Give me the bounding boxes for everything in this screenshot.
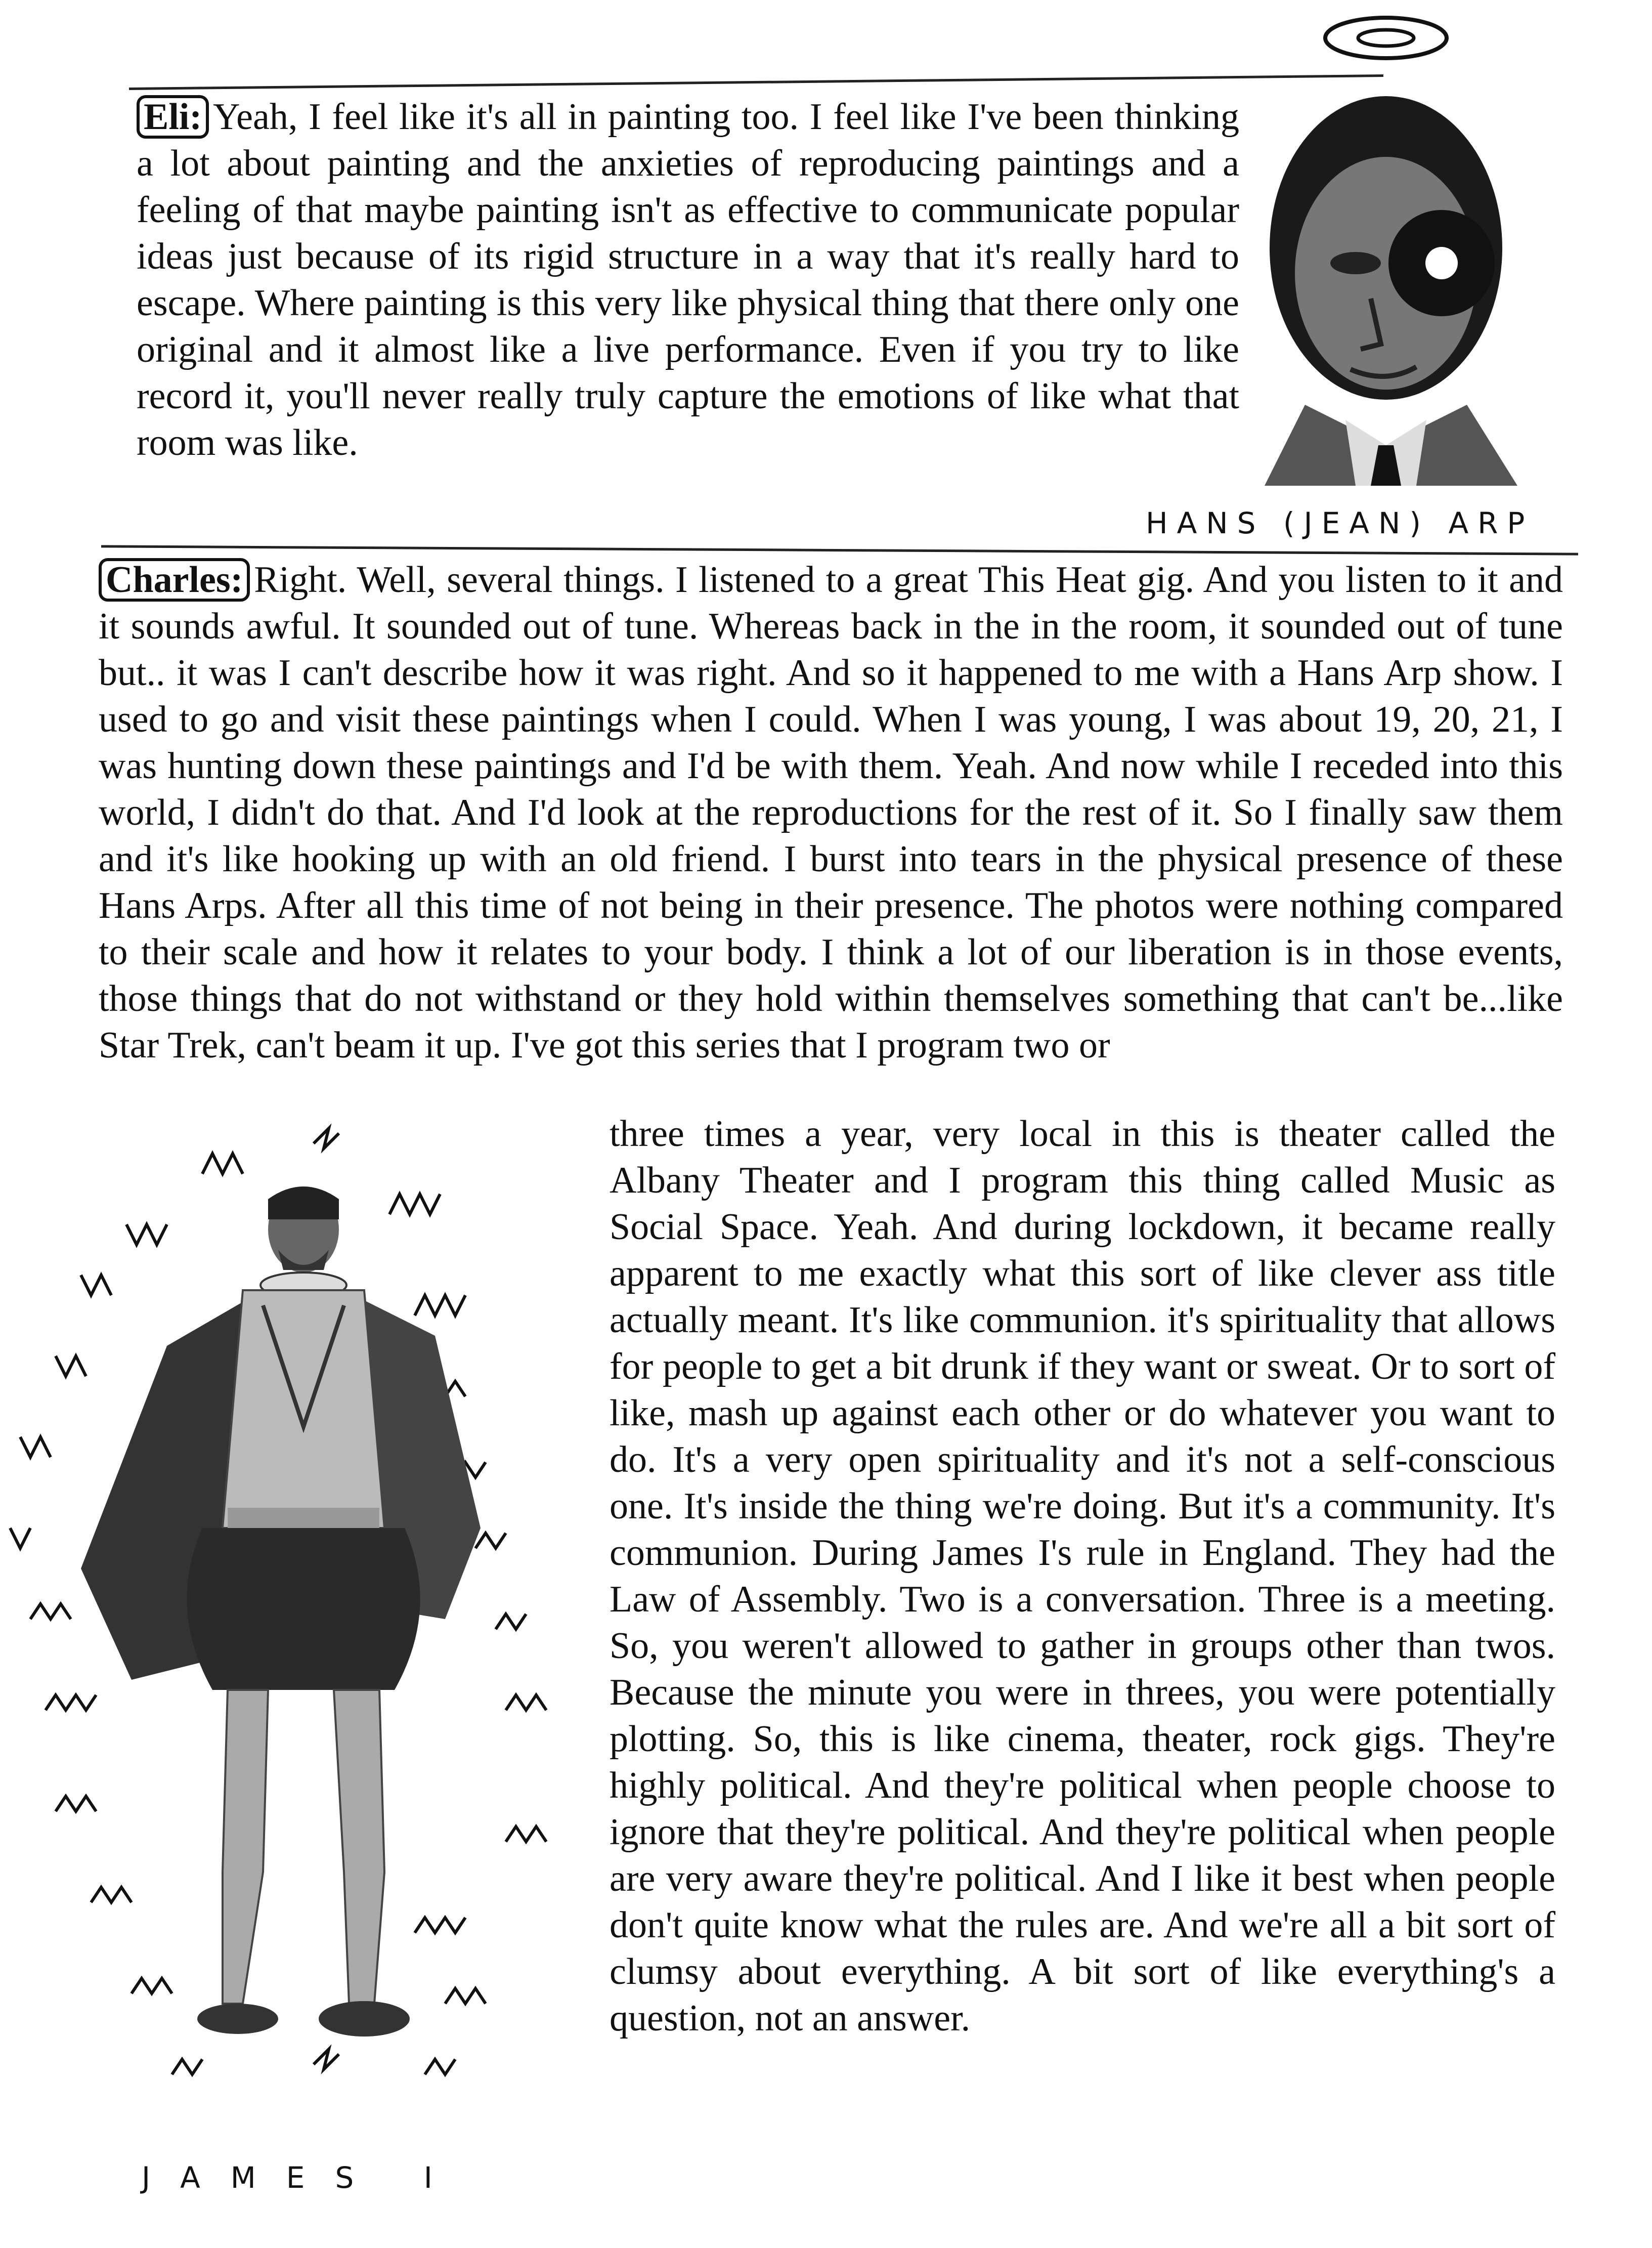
- charles-block-top: [99, 557, 1563, 1069]
- eli-speaker-label: Eli:: [137, 95, 209, 139]
- eli-paragraph: [137, 94, 1239, 466]
- top-separator: [129, 74, 1383, 90]
- charles-text-top: Right. Well, several things. I listened to a great This Heat gig. And you listen to it and it sounds awful. It sounded out of tune. Whereas back in the in the room, it sounded out of tune but.. it was I can't describe how it was right. And so it happened to me with a Hans Arp show. I used to go and visit these paintings when I could. When I was young, I was about 19, 20, 21, I was hunting down these paintings and I'd be with them. Yeah. And now while I receded into this world, I didn't do that. And I'd look at the reproductions for the rest of it. So I finally saw them and it's like hooking up with an old friend. I burst into tears in the physical presence of these Hans Arps. After all this time of not being in their presence. The photos were nothing compared to their scale and how it relates to your body. I think a lot of our liberation is in those events, those things that do not withstand or they hold within themselves something that can't be...like Star Trek, can't beam it up. I've got this series that I program two or: [99, 559, 1563, 1066]
- middle-separator: [101, 545, 1578, 555]
- james-i-caption: JAMES I: [142, 2160, 463, 2195]
- charles-paragraph-top: [99, 557, 1563, 1069]
- hans-arp-caption: HANS (JEAN) ARP: [1146, 506, 1534, 540]
- charles-text-bottom: three times a year, very local in this is theater called the Albany Theater and I program this thing called Music as Social Space. Yeah. And during lockdown, it became really apparent to me exactly what this sort of like clever ass title actually meant. It's like communion. it's spirituality that allows for people to get a bit drunk if they want or sweat. Or to sort of like, mash up against each other or do whatever you want to do. It's a very open spirituality and it's not a self-conscious one. It's inside the thing we're doing. But it's a community. It's communion. During James I's rule in England. They had the Law of Assembly. Two is a conversation. Three is a meeting. So, you weren't allowed to gather in groups other than twos. Because the minute you were in threes, you were potentially plotting. So, this is like cinema, theater, rock gigs. They're highly political. And they're political when people choose to ignore that they're political. And they're political when people are very aware they're political. And I like it best when people don't quite know what the rules are. And we're all a bit sort of clumsy about everything. A bit sort of like everything's a question, not an answer.: [610, 1113, 1555, 2039]
- charles-block-bottom: [610, 1111, 1555, 2042]
- eli-text: Yeah, I feel like it's all in painting too. I feel like I've been thinking a lot about painting and the anxieties of reproducing paintings and a feeling of that maybe painting isn't as effective to communicate popular ideas just because of its rigid structure in a way that it's really hard to escape. Where painting is this very like physical thing that there only one original and it almost like a live performance. Even if you try to like record it, you'll never really truly capture the emotions of like what that room was like.: [137, 96, 1239, 463]
- halo-doodle-icon: [1315, 10, 1457, 66]
- james-i-illustration: [0, 1113, 597, 2201]
- charles-speaker-label: Charles:: [99, 558, 250, 602]
- charles-paragraph-bottom: [610, 1111, 1555, 2042]
- hans-arp-portrait: [1204, 81, 1568, 486]
- eli-block: [137, 94, 1239, 466]
